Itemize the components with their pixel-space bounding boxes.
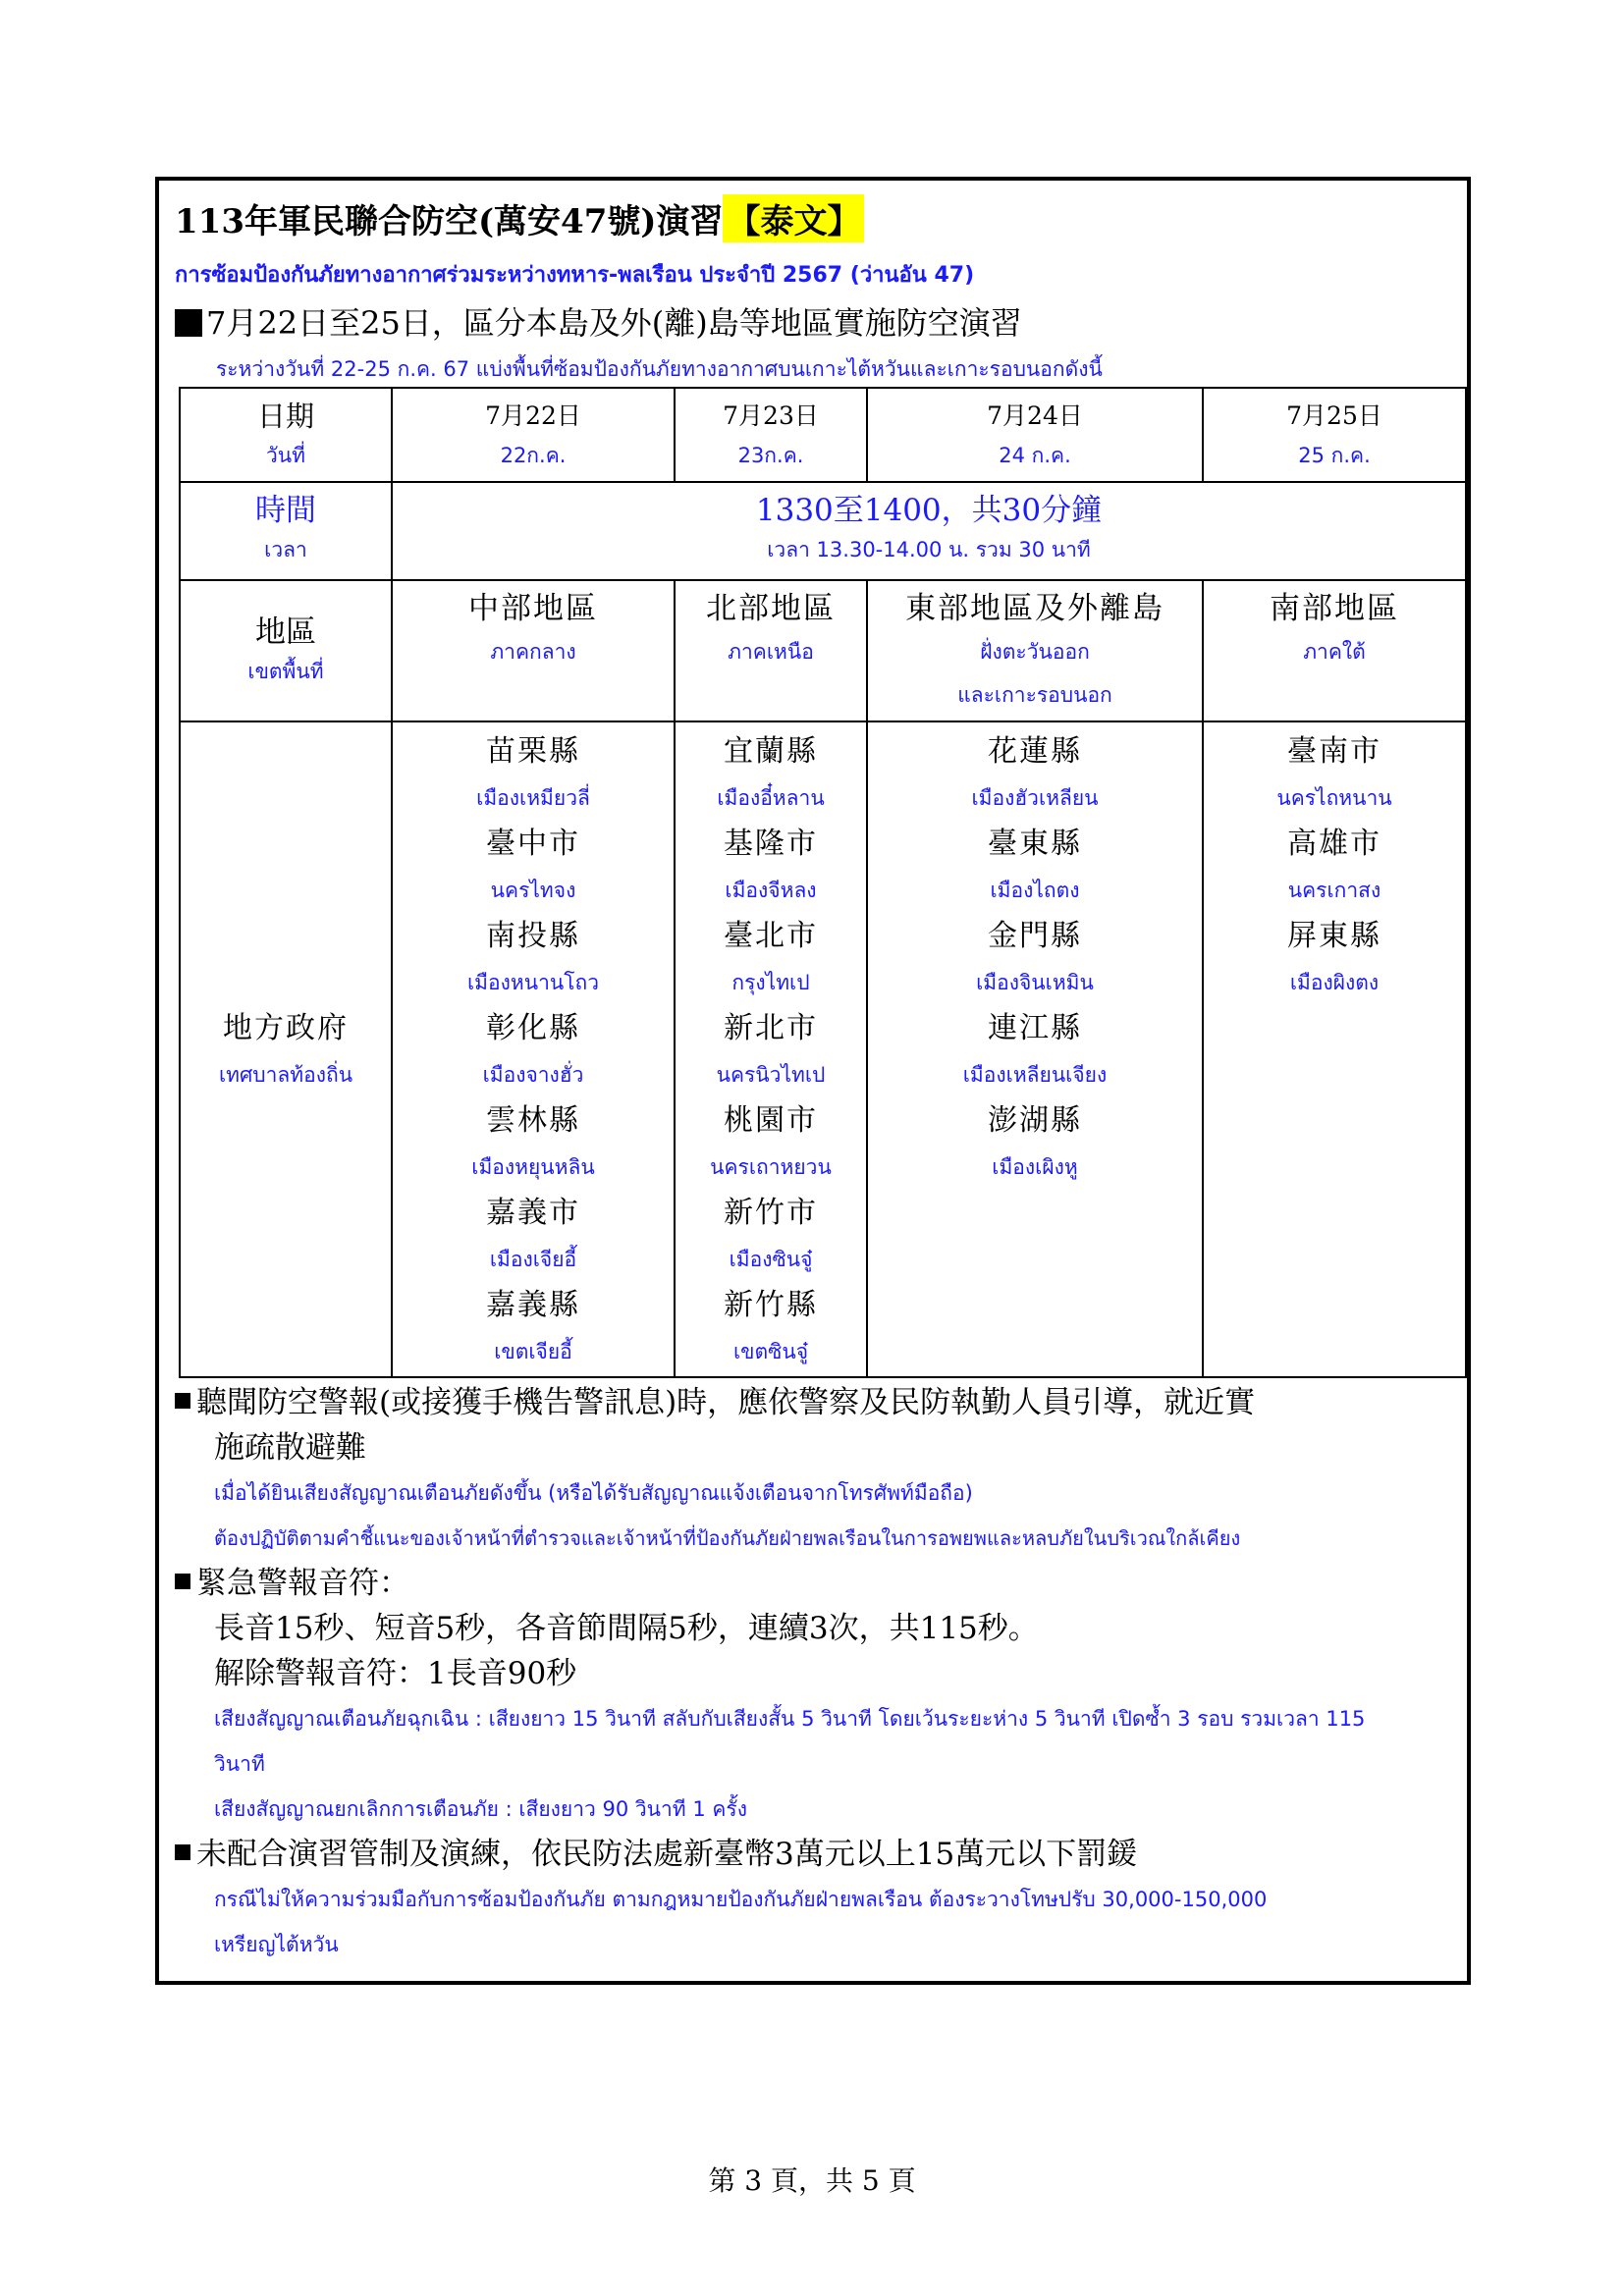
note-siren-release-thai: เสียงสัญญาณยกเลิกการเตือนภัย : เสียงยาว 90 วินาที 1 ครั้ง [214, 1797, 747, 1821]
note-siren: 緊急警報音符： [175, 1561, 1463, 1606]
note-evacuation-thai: เมื่อได้ยินเสียงสัญญาณเตือนภัยดังขึ้น (หรือได้รับสัญญาณแจ้งเตือนจากโทรศัพท์มือถือ) [214, 1481, 973, 1505]
region-cell: 北部地區 ภาคเหนือ [675, 580, 867, 721]
gov-label-cell: 地方政府 เทศบาลท้องถิ่น [180, 721, 392, 1377]
region-row [180, 580, 1466, 721]
city-item: 雲林縣 เมืองหยุนหลิน [471, 1103, 595, 1179]
city-item: 南投縣 เมืองหนานโถว [466, 919, 600, 994]
note-penalty-thai: กรณีไม่ให้ความร่วมมือกับการซ้อมป้องกันภัย ตามกฎหมายป้องกันภัยฝ่ายพลเรือน ต้องระวางโทษปรับ 30,000-150,000 [214, 1888, 1268, 1911]
cities-row [180, 721, 1466, 1377]
page-title [175, 194, 864, 241]
note-penalty-thai-cont: เหรียญไต้หวัน [214, 1933, 339, 1956]
note-siren-release: 解除警報音符：1長音90秒 [214, 1656, 577, 1691]
note-evacuation: 聽聞防空警報(或接獲手機告警訊息)時，應依警察及民防執勤人員引導，就近實 [175, 1380, 1463, 1425]
square-bullet-icon [175, 1844, 190, 1860]
city-item: 苗栗縣 เมืองเหมียวลี่ [476, 734, 590, 810]
date-cell: 7月22日 22ก.ค. [392, 388, 675, 482]
city-item: 彰化縣 เมืองจางฮั่ว [482, 1011, 584, 1087]
cities-cell-north [675, 721, 867, 1377]
date-cell: 7月23日 23ก.ค. [675, 388, 867, 482]
city-item: 基隆市 เมืองจีหลง [724, 827, 818, 902]
region-cell: 中部地區 ภาคกลาง [392, 580, 675, 721]
city-item: 新竹縣 เขตซินจู๋ [724, 1288, 818, 1363]
city-item: 花蓮縣 เมืองฮัวเหลียน [971, 734, 1099, 810]
city-item: 桃園市 นครเถาหยวน [710, 1103, 832, 1179]
note-penalty: 未配合演習管制及演練，依民防法處新臺幣3萬元以上15萬元以下罰鍰 [175, 1832, 1463, 1877]
city-item: 臺南市 นครไถหนาน [1276, 734, 1392, 810]
intro-thai: ระหว่างวันที่ 22-25 ก.ค. 67 แบ่งพื้นที่ซ้อมป้องกันภัยทางอากาศบนเกาะไต้หวันและเกาะรอบนอกดังนี้ [216, 357, 1103, 381]
notes-section [175, 1380, 1463, 1967]
document-frame [155, 177, 1471, 1985]
time-value-cell: 1330至1400，共30分鐘 เวลา 13.30-14.00 น. รวม 30 นาที [392, 482, 1466, 580]
region-cell: 東部地區及外離島 ฝั่งตะวันออก และเกาะรอบนอก [867, 580, 1203, 721]
city-item: 宜蘭縣 เมืองอี๋หลาน [717, 734, 825, 810]
schedule-table [179, 387, 1467, 1378]
note-siren-thai-cont: วินาที [214, 1752, 265, 1776]
note-siren-thai: เสียงสัญญาณเตือนภัยฉุกเฉิน : เสียงยาว 15 วินาที สลับกับเสียงสั้น 5 วินาที โดยเว้นระยะห่าง 5 วินาที เปิดซ้ำ 3 รอบ รวมเวลา 115 [214, 1707, 1366, 1731]
title-zh: 113年軍民聯合防空(萬安47號)演習 [175, 201, 724, 241]
region-cell: 南部地區 ภาคใต้ [1203, 580, 1466, 721]
square-bullet-icon [175, 1393, 190, 1409]
city-item: 新竹市 เมืองซินจู๋ [724, 1196, 818, 1271]
note-evacuation-cont: 施疏散避難 [214, 1430, 366, 1466]
time-label-cell: 時間 เวลา [180, 482, 392, 580]
city-item: 屏東縣 เมืองผิงตง [1287, 919, 1381, 994]
city-item: 臺北市 กรุงไทเป [724, 919, 818, 994]
date-label-cell: 日期 วันที่ [180, 388, 392, 482]
title-language-tag: 【泰文】 [723, 194, 864, 242]
note-evacuation-thai-2: ต้องปฏิบัติตามคำชี้แนะของเจ้าหน้าที่ตำรวจและเจ้าหน้าที่ป้องกันภัยฝ่ายพลเรือนในการอพยพและหลบภัยในบริเวณใกล้เคียง [214, 1526, 1241, 1550]
city-item: 臺中市 นครไทจง [486, 827, 580, 902]
page-number: 第 3 頁，共 5 頁 [708, 2164, 916, 2197]
title-thai: การซ้อมป้องกันภัยทางอากาศร่วมระหว่างทหาร-พลเรือน ประจำปี 2567 (ว่านอัน 47) [175, 263, 975, 288]
city-item: 臺東縣 เมืองไถตง [988, 827, 1082, 902]
city-item: 連江縣 เมืองเหลียนเจียง [962, 1011, 1108, 1087]
city-item: 高雄市 นครเกาสง [1287, 827, 1381, 902]
square-bullet-icon [175, 1574, 190, 1589]
city-item: 金門縣 เมืองจินเหมิน [976, 919, 1094, 994]
cities-cell-south [1203, 721, 1466, 1377]
city-item: 嘉義市 เมืองเจียอี้ [486, 1196, 580, 1271]
date-cell: 7月25日 25 ก.ค. [1203, 388, 1466, 482]
note-siren-emergency: 長音15秒、短音5秒，各音節間隔5秒，連續3次，共115秒。 [214, 1611, 1039, 1646]
city-item: 新北市 นครนิวไทเป [716, 1011, 826, 1087]
date-row [180, 388, 1466, 482]
intro-zh: 7月22日至25日，區分本島及外(離)島等地區實施防空演習 [175, 298, 1022, 344]
square-bullet-icon [175, 309, 202, 337]
cities-cell-east [867, 721, 1203, 1377]
cities-cell-central [392, 721, 675, 1377]
city-item: 嘉義縣 เขตเจียอี้ [486, 1288, 580, 1363]
date-cell: 7月24日 24 ก.ค. [867, 388, 1203, 482]
city-item: 澎湖縣 เมืองเผิงหู [988, 1103, 1082, 1179]
region-label-cell: 地區 เขตพื้นที่ [180, 580, 392, 721]
time-row [180, 482, 1466, 580]
